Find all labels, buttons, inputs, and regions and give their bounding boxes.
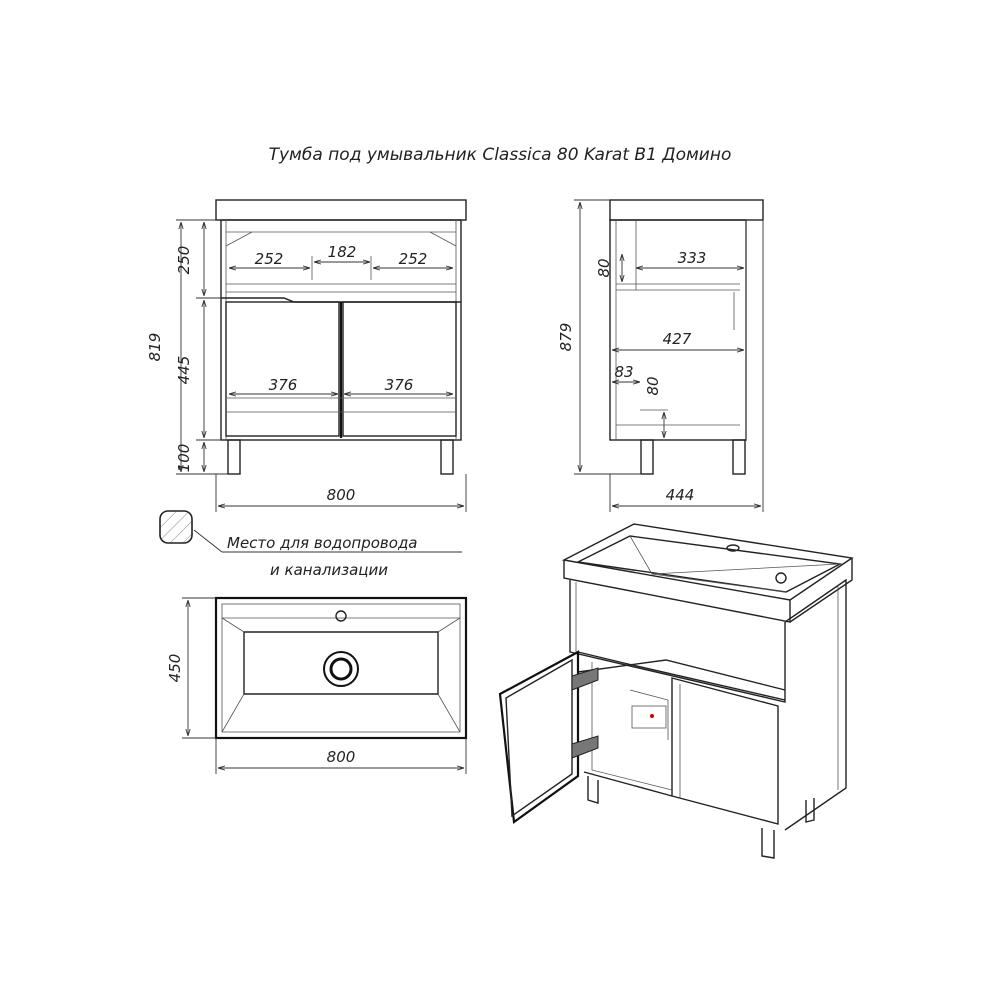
front-leg-right bbox=[441, 440, 453, 474]
top-drain-inner bbox=[331, 659, 351, 679]
dim-front-height-legs: 100 bbox=[175, 443, 193, 473]
drawing-title: Тумба под умывальник Classica 80 Karat B1 Домино bbox=[268, 145, 732, 165]
iso-leg-back-right bbox=[806, 798, 814, 822]
legend-line-2: и канализации bbox=[270, 561, 388, 579]
top-view bbox=[166, 598, 466, 774]
dim-drawer-left: 252 bbox=[254, 250, 284, 268]
front-door-left bbox=[226, 302, 339, 436]
dim-front-width-total: 800 bbox=[326, 486, 356, 504]
dim-door-left: 376 bbox=[268, 376, 298, 394]
dim-drawer-mid: 182 bbox=[327, 243, 357, 261]
iso-cabinet-top-panel bbox=[570, 580, 785, 702]
legend bbox=[160, 511, 462, 579]
dim-top-width: 800 bbox=[326, 748, 356, 766]
legend-hatch-swatch bbox=[160, 511, 192, 543]
iso-leg-front-left bbox=[588, 776, 598, 803]
front-leg-left bbox=[228, 440, 240, 474]
side-leg-front bbox=[641, 440, 653, 474]
isometric-view bbox=[500, 524, 852, 858]
dim-side-inner: 427 bbox=[662, 330, 692, 348]
front-view bbox=[146, 200, 466, 512]
iso-overflow bbox=[776, 573, 786, 583]
top-tap-hole bbox=[336, 611, 346, 621]
dim-side-depth: 444 bbox=[665, 486, 695, 504]
front-sink-top bbox=[216, 200, 466, 220]
iso-leg-front-right bbox=[762, 828, 774, 858]
side-view bbox=[557, 200, 763, 512]
dim-side-pipe-width: 83 bbox=[614, 363, 634, 381]
iso-sink-top bbox=[564, 524, 852, 600]
dim-side-pipe-height: 80 bbox=[644, 376, 662, 396]
dim-side-shelf: 333 bbox=[677, 249, 707, 267]
dim-drawer-right: 252 bbox=[398, 250, 428, 268]
iso-shelf-block bbox=[632, 706, 666, 728]
dim-front-height-doors: 445 bbox=[175, 355, 193, 385]
iso-door-right bbox=[672, 678, 778, 824]
iso-hinge-bottom bbox=[572, 736, 598, 758]
front-door-right bbox=[343, 302, 456, 436]
dim-top-depth: 450 bbox=[166, 653, 184, 683]
dim-side-height-total: 879 bbox=[557, 322, 575, 352]
dim-side-top-shelf: 80 bbox=[595, 258, 613, 278]
side-leg-back bbox=[733, 440, 745, 474]
side-sink-top bbox=[610, 200, 763, 220]
dim-front-height-top: 250 bbox=[175, 245, 193, 275]
dim-door-right: 376 bbox=[384, 376, 414, 394]
iso-cabinet-side bbox=[785, 580, 846, 830]
dim-front-height-total: 819 bbox=[146, 332, 164, 362]
legend-line-1: Место для водопровода bbox=[227, 534, 418, 552]
